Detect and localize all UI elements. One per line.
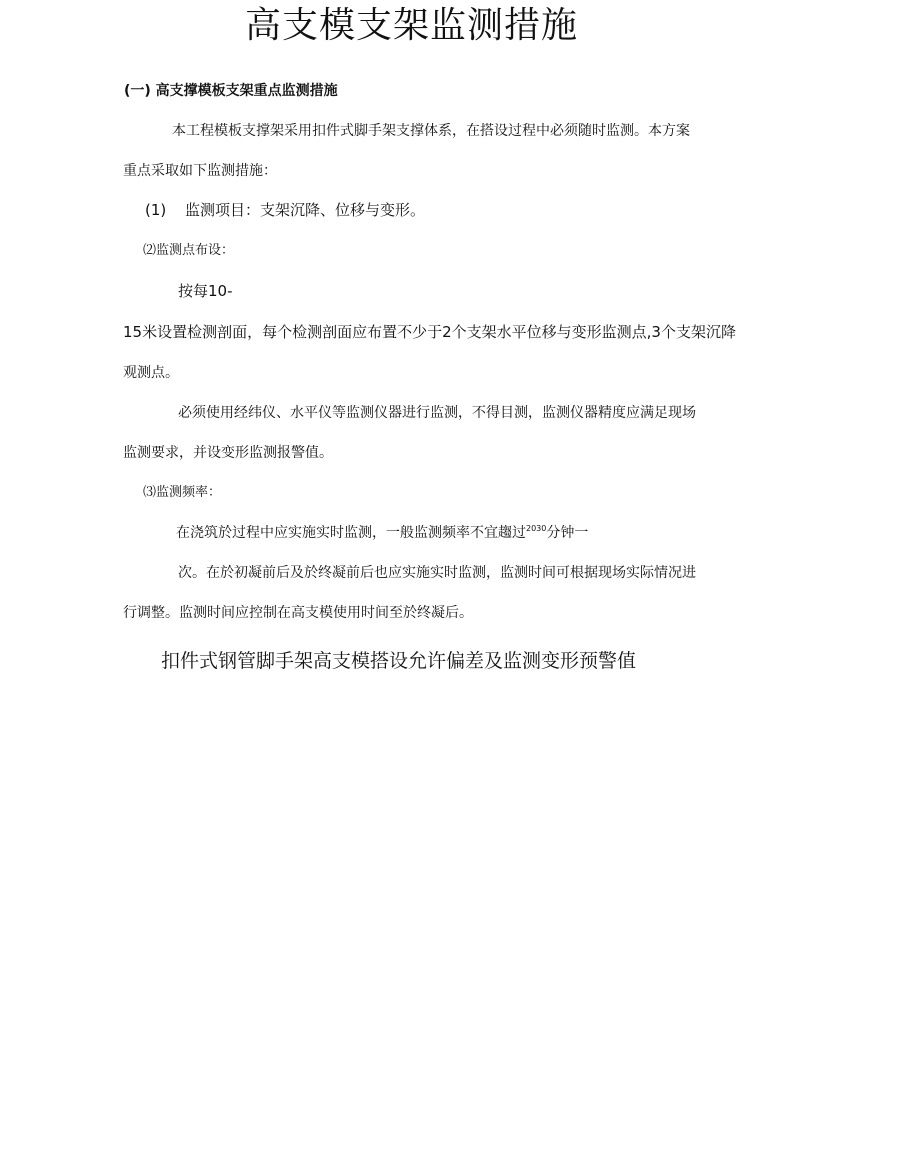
section-heading: (一) 高支撑模板支架重点监测措施 [124,83,338,99]
list-item-monitoring-frequency: ⑶监测频率： [143,485,222,500]
list-item-text: 监测项目：支架沉降、位移与变形。 [185,201,426,219]
frequency-text-after: 分钟一 [546,525,589,541]
layout-paragraph-line-3: 观测点。 [123,365,179,381]
list-item-monitoring-items [145,203,425,218]
table-caption-subtitle: 扣件式钢管脚手架高支模搭设允许偏差及监测变形预警值 [161,650,637,672]
instrument-paragraph-line-1: 必须使用经纬仪、水平仪等监测仪器进行监测，不得目测，监测仪器精度应满足现场 [178,405,696,421]
frequency-paragraph-line-3: 行调整。监测时间应控制在高支模使用时间至於终凝后。 [123,605,473,621]
frequency-superscript: 2030 [526,524,547,533]
intro-paragraph-line-1: 本工程模板支撑架采用扣件式脚手架支撑体系，在搭设过程中必须随时监测。本方案 [172,123,690,139]
document-title: 高支模支架监测措施 [245,5,579,46]
frequency-paragraph-line-1 [176,526,588,540]
intro-paragraph-line-2: 重点采取如下监测措施： [123,163,277,179]
layout-paragraph-line-1: 按每10- [178,282,233,300]
layout-paragraph-line-2: 15米设置检测剖面，每个检测剖面应布置不少于2个支架水平位移与变形监测点,3个支架沉降 [123,323,736,341]
frequency-paragraph-line-2: 次。在於初凝前后及於终凝前后也应实施实时监测，监测时间可根据现场实际情况进 [178,565,696,581]
instrument-paragraph-line-2: 监测要求，并设变形监测报警值。 [123,445,333,461]
frequency-text-before: 在浇筑於过程中应实施实时监测，一般监测频率不宜趨过 [176,525,526,541]
list-item-number: (1) [145,201,167,219]
list-item-monitoring-points: ⑵监测点布设： [143,243,235,258]
